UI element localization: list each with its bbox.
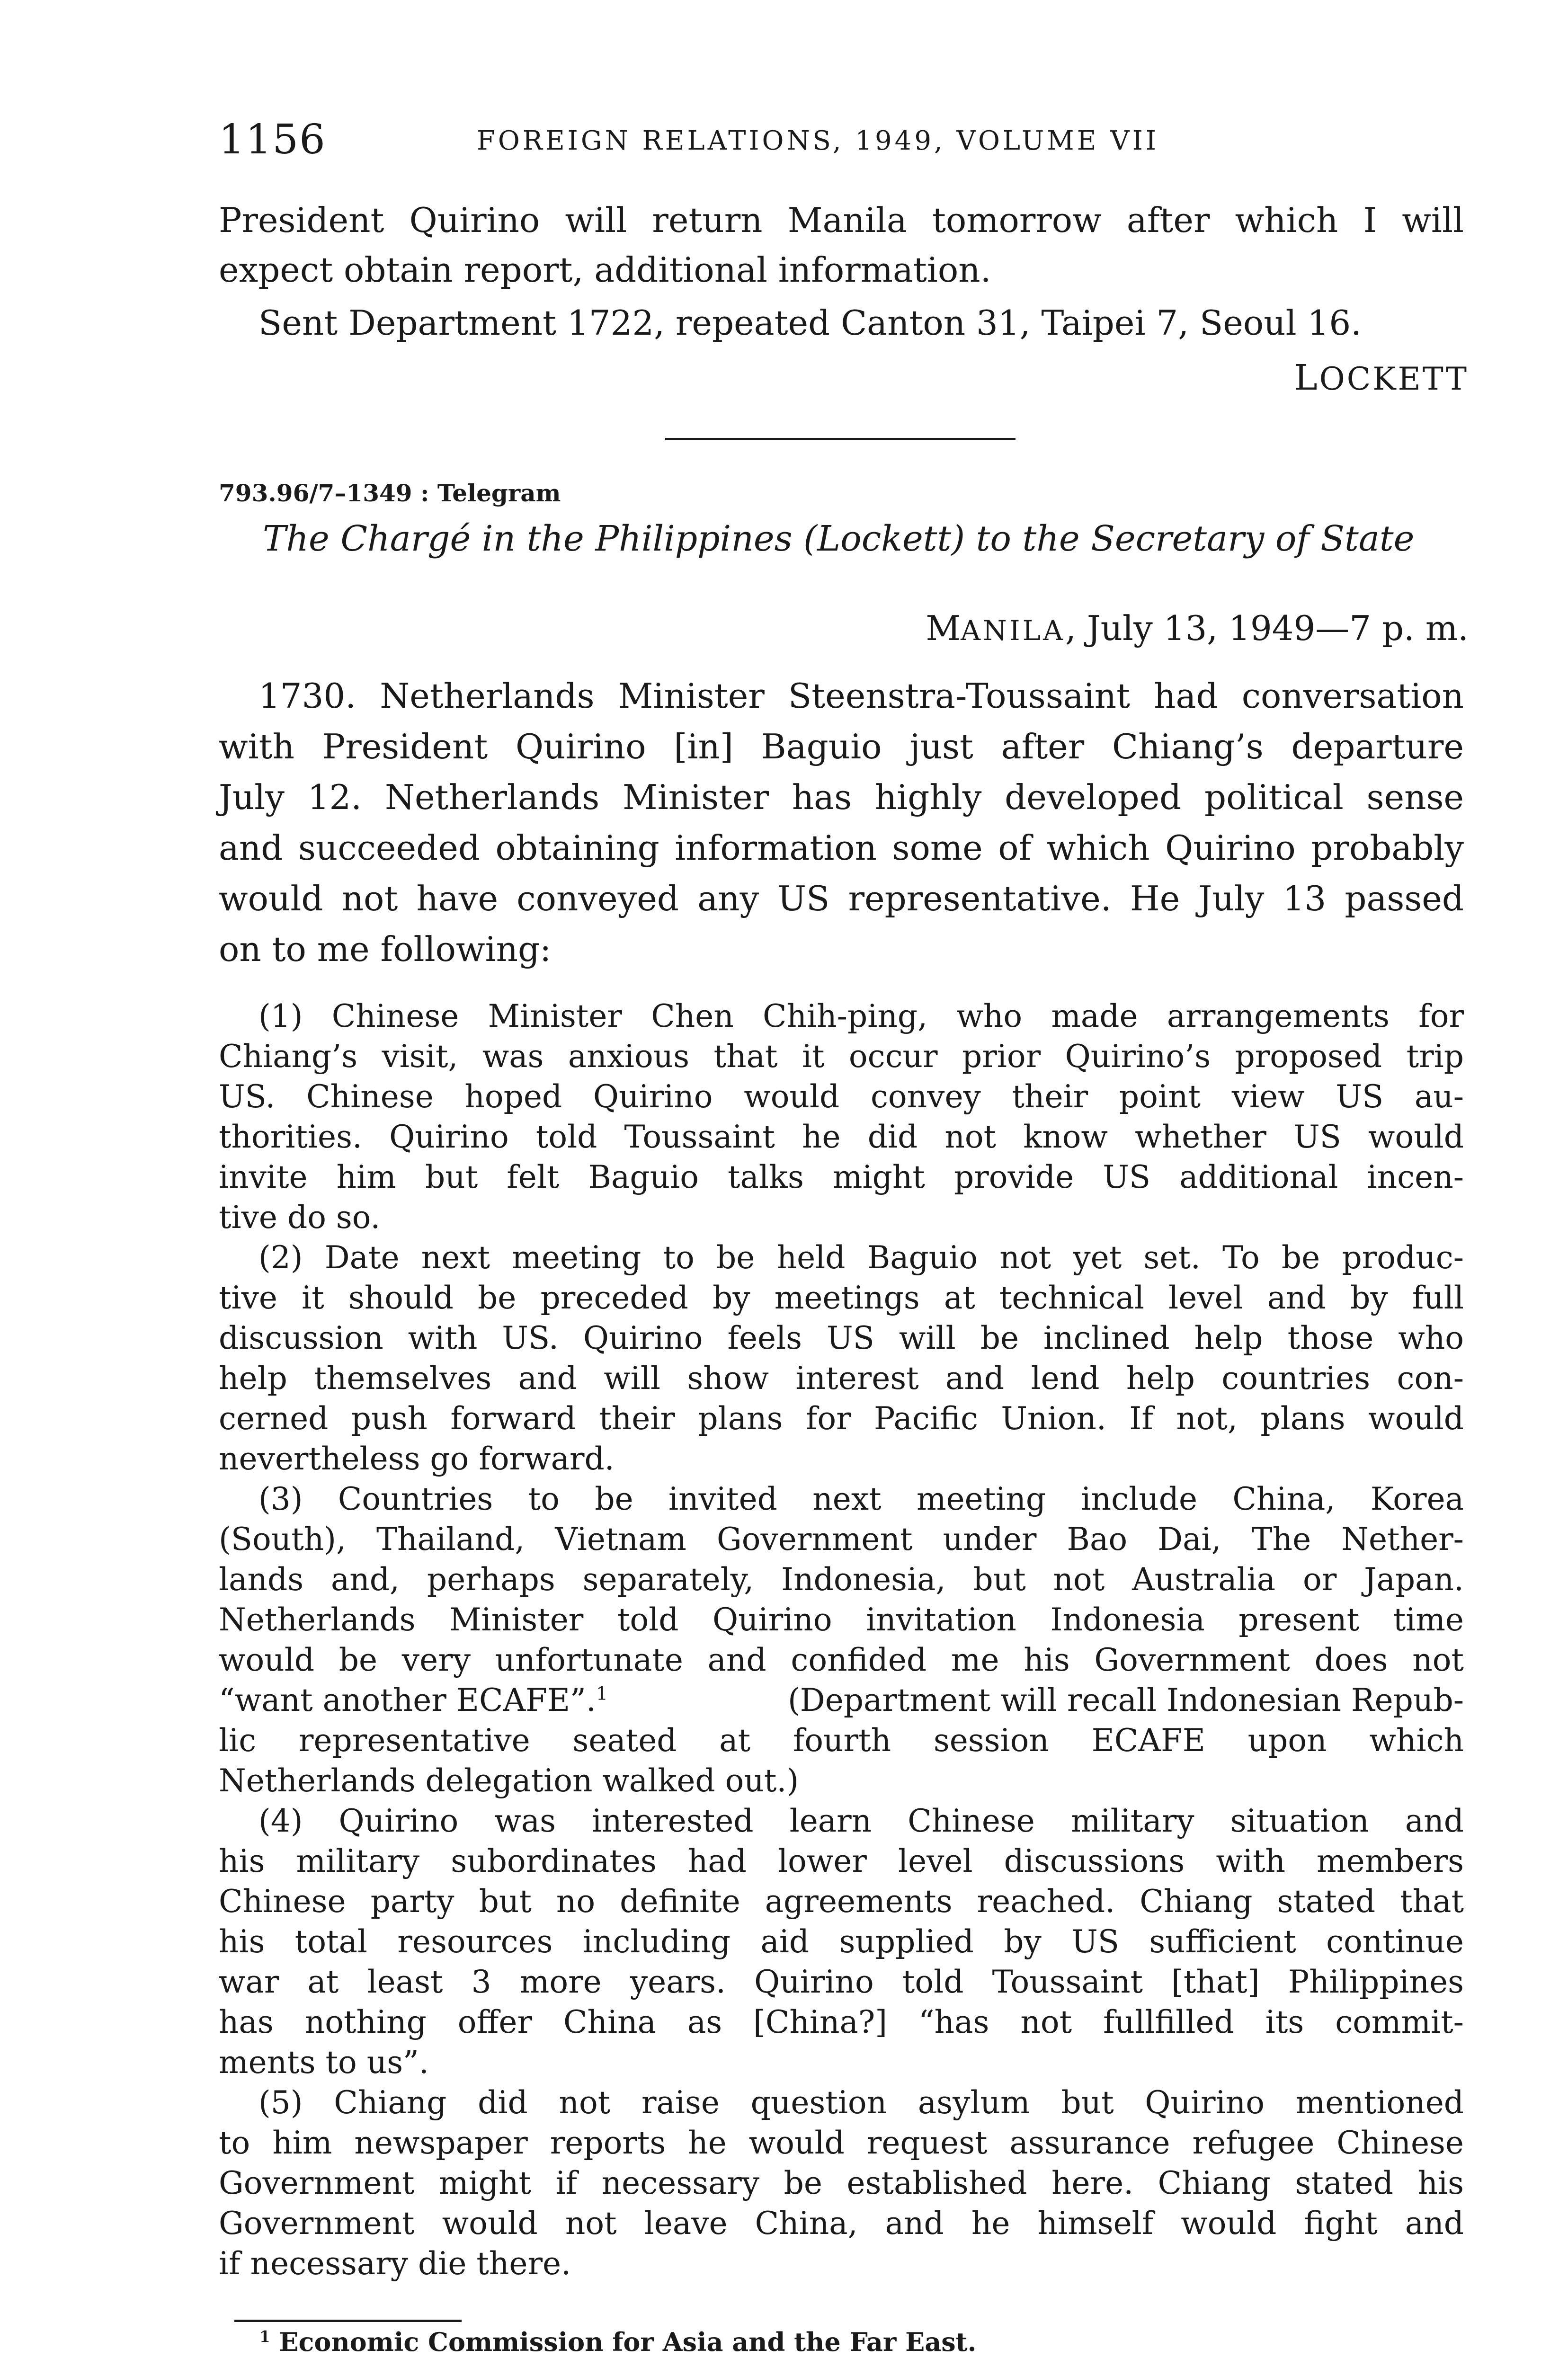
file-number: 793.96/7–1349 : Telegram [219,479,561,507]
text-line: (5) Chiang did not raise question asylum but Quirino mentioned [258,2084,1464,2121]
text-line [219,1681,1464,1720]
text-line: US. Chinese hoped Quirino would convey their point view US au- [219,1078,1464,1115]
footnote-divider [234,2320,462,2322]
text-line: July 12. Netherlands Minister has highly developed political sense [219,777,1464,817]
text-line: (South), Thailand, Vietnam Government under Bao Dai, The Nether- [219,1521,1464,1557]
text-line: expect obtain report, additional information. [219,250,991,290]
text-line: Chiang’s visit, was anxious that it occur prior Quirino’s proposed trip [219,1038,1464,1075]
text-line: if necessary die there. [219,2245,571,2282]
text-line: to him newspaper reports he would request assurance refugee Chinese [219,2125,1464,2161]
text-line: tive it should be preceded by meetings at technical level and by full [219,1280,1464,1316]
text-fragment: (Department will recall Indonesian Repub- [788,1682,1464,1718]
text-line: lic representative seated at fourth session ECAFE upon which [219,1722,1464,1759]
footnote-mark: 1 [259,2328,270,2346]
text-line: (1) Chinese Minister Chen Chih-ping, who made arrangements for [258,998,1464,1034]
text-line: (4) Quirino was interested learn Chinese military situation and [258,1803,1464,1839]
text-line: President Quirino will return Manila tomorrow after which I will [219,200,1464,240]
text-line: his total resources including aid supplied by US sufficient continue [219,1923,1464,1960]
text-line: Netherlands Minister told Quirino invitation Indonesia present time [219,1602,1464,1638]
text-line: discussion with US. Quirino feels US will be inclined help those who [219,1320,1464,1356]
text-line: tive do so. [219,1199,381,1236]
text-line: and succeeded obtaining information some of which Quirino probably [219,828,1464,868]
text-line: Netherlands delegation walked out.) [219,1762,799,1799]
text-line: Government might if necessary be established here. Chiang stated his [219,2165,1464,2201]
text-line: on to me following: [219,929,552,969]
running-head [219,116,1469,168]
text-line: war at least 3 more years. Quirino told Toussaint [that] Philippines [219,1964,1464,2000]
text-line: lands and, perhaps separately, Indonesia, but not Australia or Japan. [219,1561,1464,1598]
text-line: with President Quirino [in] Baguio just after Chiang’s departure [219,727,1464,766]
document-title: The Chargé in the Philippines (Lockett) to the Secretary of State [263,518,1415,559]
text-fragment: “want another ECAFE”. [219,1682,596,1718]
footnote-reference: 1 [596,1683,608,1705]
text-line: Chinese party but no definite agreements reached. Chiang stated that [219,1883,1464,1920]
text-line: invite him but felt Baguio talks might provide US additional incen- [219,1159,1464,1195]
text-line-head [219,1681,608,1720]
text-line: has nothing offer China as [China?] “has not fullfilled its commit- [219,2004,1464,2040]
text-line: nevertheless go forward. [219,1441,615,1477]
section-divider [665,438,1016,440]
signature-initial: L [1294,357,1319,398]
dateline-date: , July 13, 1949—7 p. m. [1065,608,1469,648]
sent-line: Sent Department 1722, repeated Canton 31, Taipei 7, Seoul 16. [258,303,1362,343]
text-line: thorities. Quirino told Toussaint he did not know whether US would [219,1119,1464,1155]
text-line: (2) Date next meeting to be held Baguio not yet set. To be produc- [258,1239,1464,1276]
signature [1294,357,1469,398]
running-title: FOREIGN RELATIONS, 1949, VOLUME VII [477,125,1159,156]
text-line: 1730. Netherlands Minister Steenstra-Toussaint had conversation [258,676,1464,716]
footnote-text: Economic Commission for Asia and the Far East. [279,2327,977,2357]
page-number: 1156 [219,116,326,163]
text-line: would not have conveyed any US representative. He July 13 passed [219,879,1464,918]
text-line: Government would not leave China, and he himself would fight and [219,2205,1464,2242]
signature-rest: OCKETT [1319,361,1469,397]
text-line: (3) Countries to be invited next meeting include China, Korea [258,1481,1464,1517]
text-line: his military subordinates had lower level discussions with members [219,1843,1464,1879]
text-line: cerned push forward their plans for Pacific Union. If not, plans would [219,1400,1464,1437]
footnote [259,2327,976,2357]
text-line: help themselves and will show interest and lend help countries con- [219,1360,1464,1397]
dateline [926,608,1469,648]
text-line: would be very unfortunate and confided me his Government does not [219,1642,1464,1678]
text-line: ments to us”. [219,2044,429,2081]
dateline-place-rest: ANILA [961,614,1066,647]
dateline-place-initial: M [926,608,961,648]
